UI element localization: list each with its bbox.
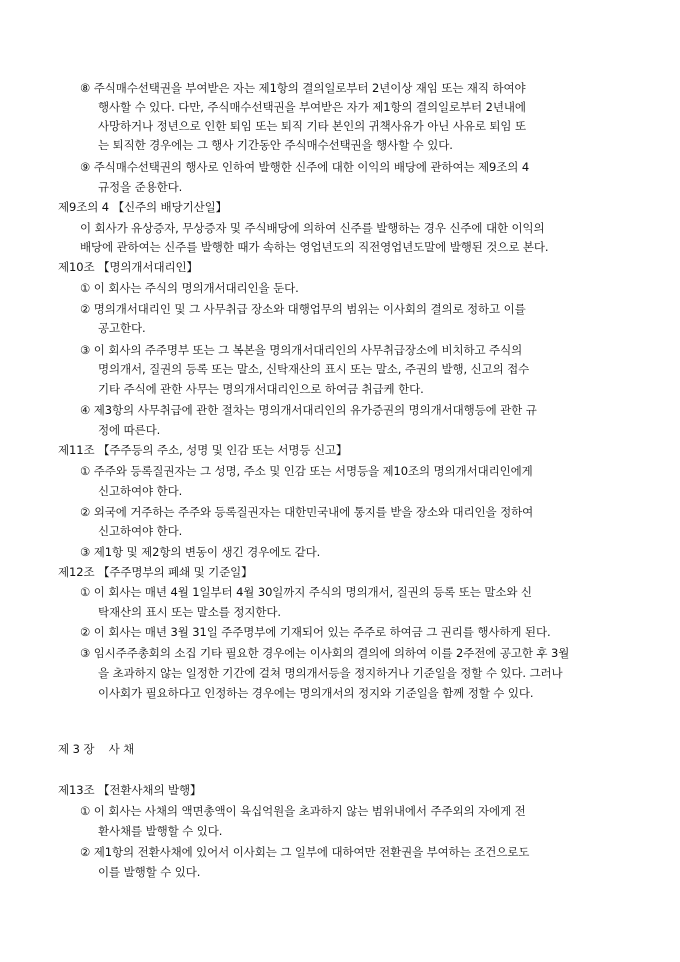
text-line: 배당에 관하여는 신주를 발행한 때가 속하는 영업년도의 직전영업년도말에 발행된 것으로 본다. bbox=[80, 240, 549, 254]
text-line: ① 이 회사는 매년 4월 1일부터 4월 30일까지 주식의 명의개서, 질권의 등록 또는 말소와 신 bbox=[80, 585, 532, 599]
text-line: ① 이 회사는 주식의 명의개서대리인을 둔다. bbox=[80, 281, 299, 295]
text-line: 신고하여야 한다. bbox=[98, 484, 183, 498]
chapter-heading: 제 3 장 사 채 bbox=[58, 742, 135, 756]
text-line: ⑧ 주식매수선택권을 부여받은 자는 제1항의 결의일로부터 2년이상 재임 또는 재직 하여야 bbox=[80, 81, 526, 95]
text-line: ③ 임시주주총회의 소집 기타 필요한 경우에는 이사회의 결의에 의하여 이를 2주전에 공고한 후 3월 bbox=[80, 646, 570, 660]
text-line: ② 이 회사는 매년 3월 31일 주주명부에 기재되어 있는 주주로 하여금 그 권리를 행사하게 된다. bbox=[80, 625, 551, 639]
text-line: ② 제1항의 전환사채에 있어서 이사회는 그 일부에 대하여만 전환권을 부여하는 조건으로도 bbox=[80, 845, 530, 859]
article-heading: 제10조 【명의개서대리인】 bbox=[58, 260, 198, 274]
text-line: ① 이 회사는 사채의 액면총액이 육십억원을 초과하지 않는 범위내에서 주주외의 자에게 전 bbox=[80, 804, 526, 818]
text-line: ③ 제1항 및 제2항의 변동이 생긴 경우에도 같다. bbox=[80, 545, 321, 559]
text-line: ② 명의개서대리인 및 그 사무취급 장소와 대행업무의 범위는 이사회의 결의로 정하고 이를 bbox=[80, 302, 526, 316]
text-line: 사망하거나 정년으로 인한 퇴임 또는 퇴직 기타 본인의 귀책사유가 아닌 사유로 퇴임 또 bbox=[98, 119, 526, 133]
article-heading: 제13조 【전환사채의 발행】 bbox=[58, 783, 202, 797]
text-line: ⑨ 주식매수선택권의 행사로 인하여 발행한 신주에 대한 이익의 배당에 관하여는 제9조의 4 bbox=[80, 160, 530, 174]
text-line: 명의개서, 질권의 등록 또는 말소, 신탁재산의 표시 또는 말소, 주권의 발행, 신고의 접수 bbox=[98, 362, 530, 376]
text-line: 환사채를 발행할 수 있다. bbox=[98, 824, 223, 838]
text-line: ① 주주와 등록질권자는 그 성명, 주소 및 인감 또는 서명등을 제10조의 명의개서대리인에게 bbox=[80, 464, 533, 478]
article-heading: 제11조 【주주등의 주소, 성명 및 인감 또는 서명등 신고】 bbox=[58, 443, 348, 457]
text-line: 이 회사가 유상증자, 무상증자 및 주식배당에 의하여 신주를 발행하는 경우 신주에 대한 이익의 bbox=[80, 221, 545, 235]
text-line: 기타 주식에 관한 사무는 명의개서대리인으로 하여금 취급케 한다. bbox=[98, 382, 424, 396]
text-line: ③ 이 회사의 주주명부 또는 그 복본을 명의개서대리인의 사무취급장소에 비치하고 주식의 bbox=[80, 343, 523, 357]
article-heading: 제12조 【주주명부의 폐쇄 및 기준일】 bbox=[58, 565, 253, 579]
text-line: ② 외국에 거주하는 주주와 등록질권자는 대한민국내에 통지를 받을 장소와 대리인을 정하여 bbox=[80, 505, 534, 519]
text-line: 는 퇴직한 경우에는 그 행사 기간동안 주식매수선택권을 행사할 수 있다. bbox=[98, 138, 453, 152]
text-line: ④ 제3항의 사무취급에 관한 절차는 명의개서대리인의 유가증권의 명의개서대행등에 관한 규 bbox=[80, 403, 537, 417]
text-line: 행사할 수 있다. 다만, 주식매수선택권을 부여받은 자가 제1항의 결의일로부터 2년내에 bbox=[98, 100, 526, 114]
article-heading: 제9조의 4 【신주의 배당기산일】 bbox=[58, 200, 227, 214]
text-line: 정에 따른다. bbox=[98, 423, 161, 437]
text-line: 이사회가 필요하다고 인정하는 경우에는 명의개서의 정지와 기준일을 함께 정할 수 있다. bbox=[98, 686, 534, 700]
text-line: 신고하여야 한다. bbox=[98, 524, 183, 538]
text-line: 규정을 준용한다. bbox=[98, 180, 183, 194]
text-line: 탁재산의 표시 또는 말소를 정지한다. bbox=[98, 605, 281, 619]
text-line: 을 초과하지 않는 일정한 기간에 걸쳐 명의개서등을 정지하거나 기준일을 정할 수 있다. 그러나 bbox=[98, 666, 563, 680]
text-line: 공고한다. bbox=[98, 321, 146, 335]
text-line: 이를 발행할 수 있다. bbox=[98, 865, 201, 879]
